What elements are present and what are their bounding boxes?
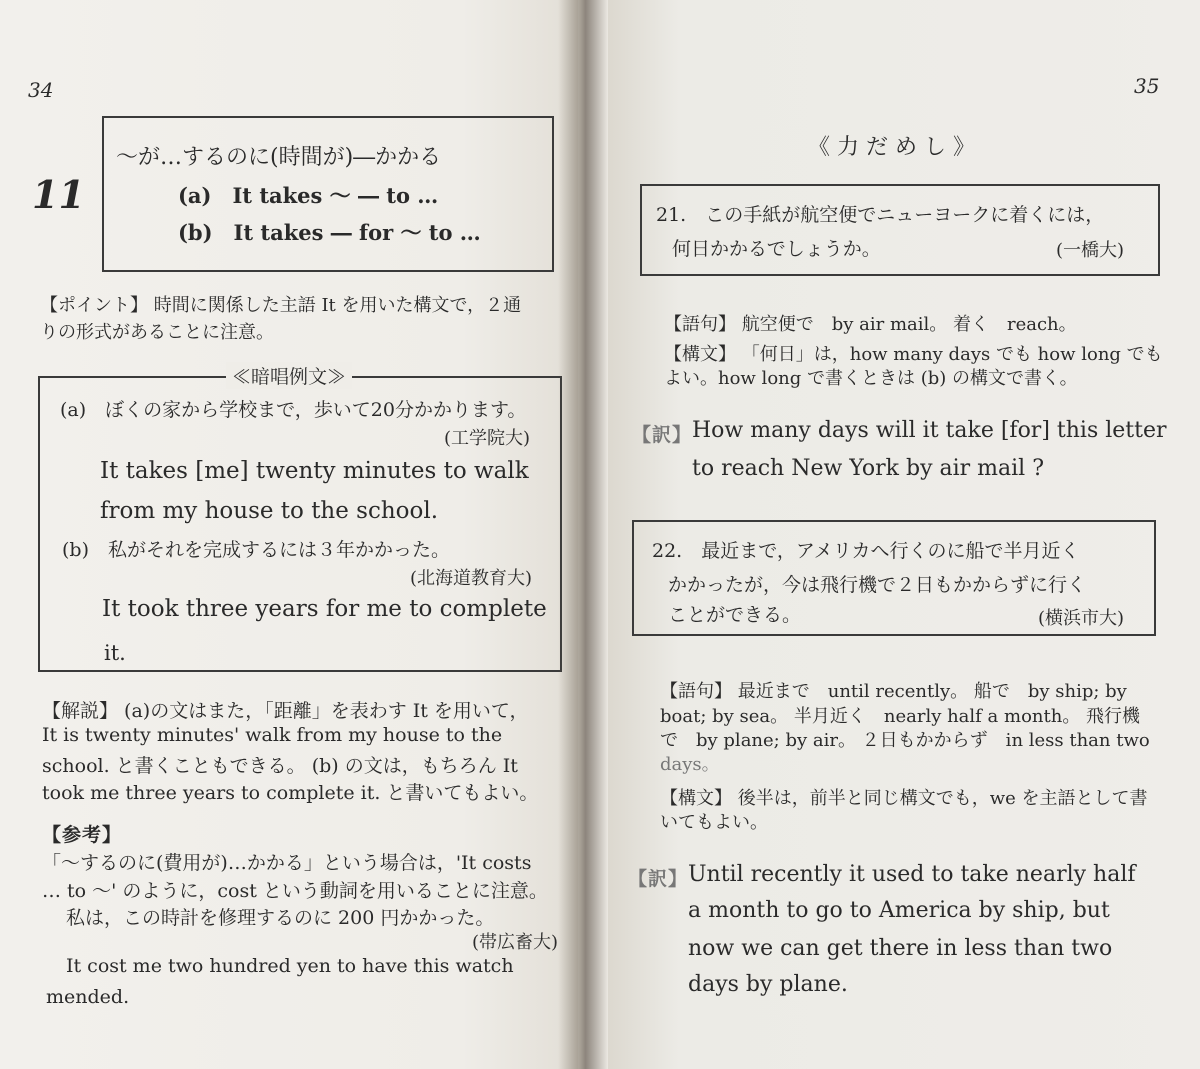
pattern-a: (a) It takes ～ ― to … [178, 183, 439, 208]
q22-phrases-4: days。 [660, 754, 720, 775]
q21-translation-tag: 【訳】 [632, 424, 693, 446]
example-b-japanese: (b) 私がそれを完成するには３年かかった。 [62, 539, 450, 561]
example-b-source: (北海道教育大) [410, 568, 533, 589]
q22-translation-tag: 【訳】 [628, 868, 689, 890]
q22-phrases-3: で by plane; by air。 ２日もかからず in less than two [660, 730, 1150, 751]
commentary-line-3: school. と書くこともできる。 (b) の文は，もちろん It [42, 755, 518, 777]
example-b-english-1: It took three years for me to complete [102, 596, 547, 622]
right-page [608, 0, 1200, 1069]
reference-tag: 【参考】 [42, 824, 123, 846]
reference-line-2: … to ～' のように，cost という動詞を用いることに注意。 [42, 880, 548, 902]
reference-line-3: 私は，この時計を修理するのに 200 円かかった。 [66, 907, 495, 929]
example-a-source: (工学院大) [444, 428, 531, 449]
q22-line-2: かかったが，今は飛行機で２日もかからずに行く [668, 574, 1087, 596]
q22-line-3: ことができる。 [668, 604, 802, 626]
example-a-english-1: It takes [me] twenty minutes to walk [100, 458, 529, 484]
q21-box [640, 184, 1160, 276]
q22-phrases-1: 【語句】 最近まで until recently。 船で by ship; by [660, 681, 1127, 702]
q22-translation-4: days by plane. [688, 972, 848, 997]
q22-line-1: 22. 最近まで，アメリカへ行くのに船で半月近く [652, 540, 1080, 562]
example-a-japanese: (a) ぼくの家から学校まで，歩いて20分かかります。 [60, 399, 527, 421]
q21-line-2: 何日かかるでしょうか。 [672, 238, 881, 260]
q21-translation-1: How many days will it take [for] this letter [692, 418, 1167, 443]
page-number-left: 34 [28, 78, 54, 102]
q21-construction-1: 【構文】 「何日」は，how many days でも how long でも [664, 344, 1163, 365]
exercise-heading: 《 力 だ め し 》 [808, 135, 975, 160]
q22-construction-1: 【構文】 後半は，前半と同じ構文でも，we を主語として書 [660, 788, 1148, 809]
reference-english-2: mended. [46, 986, 130, 1008]
reference-line-1: 「～するのに(費用が)…かかる」という場合は，'It costs [42, 852, 532, 874]
reference-source: (帯広畜大) [472, 932, 559, 953]
commentary-line-4: took me three years to complete it. と書いてもよい。 [42, 782, 539, 804]
q22-phrases-2: boat; by sea。 半月近く nearly half a month。 飛行機 [660, 706, 1141, 727]
q21-line-1: 21. この手紙が航空便でニューヨークに着くには， [656, 204, 1105, 226]
q21-construction-2: よい。how long で書くときは (b) の構文で書く。 [664, 368, 1078, 389]
point-line-1: 【ポイント】 時間に関係した主語 It を用いた構文で，２通 [40, 295, 522, 316]
point-line-2: りの形式があることに注意。 [40, 322, 274, 343]
pattern-b: (b) It takes ― for ～ to … [178, 220, 481, 245]
q22-source: (横浜市大) [1038, 608, 1125, 629]
q22-translation-1: Until recently it used to take nearly half [688, 862, 1136, 887]
reference-english-1: It cost me two hundred yen to have this watch [66, 955, 514, 977]
commentary-line-1: 【解説】 (a)の文はまた，「距離」を表わす It を用いて， [42, 700, 529, 722]
commentary-line-2: It is twenty minutes' walk from my house to the [42, 724, 503, 746]
examples-title: ≪暗唱例文≫ [226, 362, 352, 389]
q22-translation-3: now we can get there in less than two [688, 936, 1113, 961]
q22-translation-2: a month to go to America by ship, but [688, 898, 1110, 923]
q22-construction-2: いてもよい。 [660, 812, 768, 833]
section-number: 11 [32, 172, 85, 217]
left-page [0, 0, 578, 1069]
page-number-right: 35 [1134, 74, 1160, 98]
title-heading: ～が…するのに(時間が)―かかる [116, 145, 442, 170]
q21-translation-2: to reach New York by air mail ? [692, 456, 1045, 481]
example-b-english-2: it. [104, 641, 126, 665]
book-spine [558, 0, 608, 1069]
q21-source: (一橋大) [1056, 240, 1125, 261]
example-a-english-2: from my house to the school. [100, 498, 439, 524]
q21-phrases: 【語句】 航空便で by air mail。 着く reach。 [664, 314, 1077, 335]
